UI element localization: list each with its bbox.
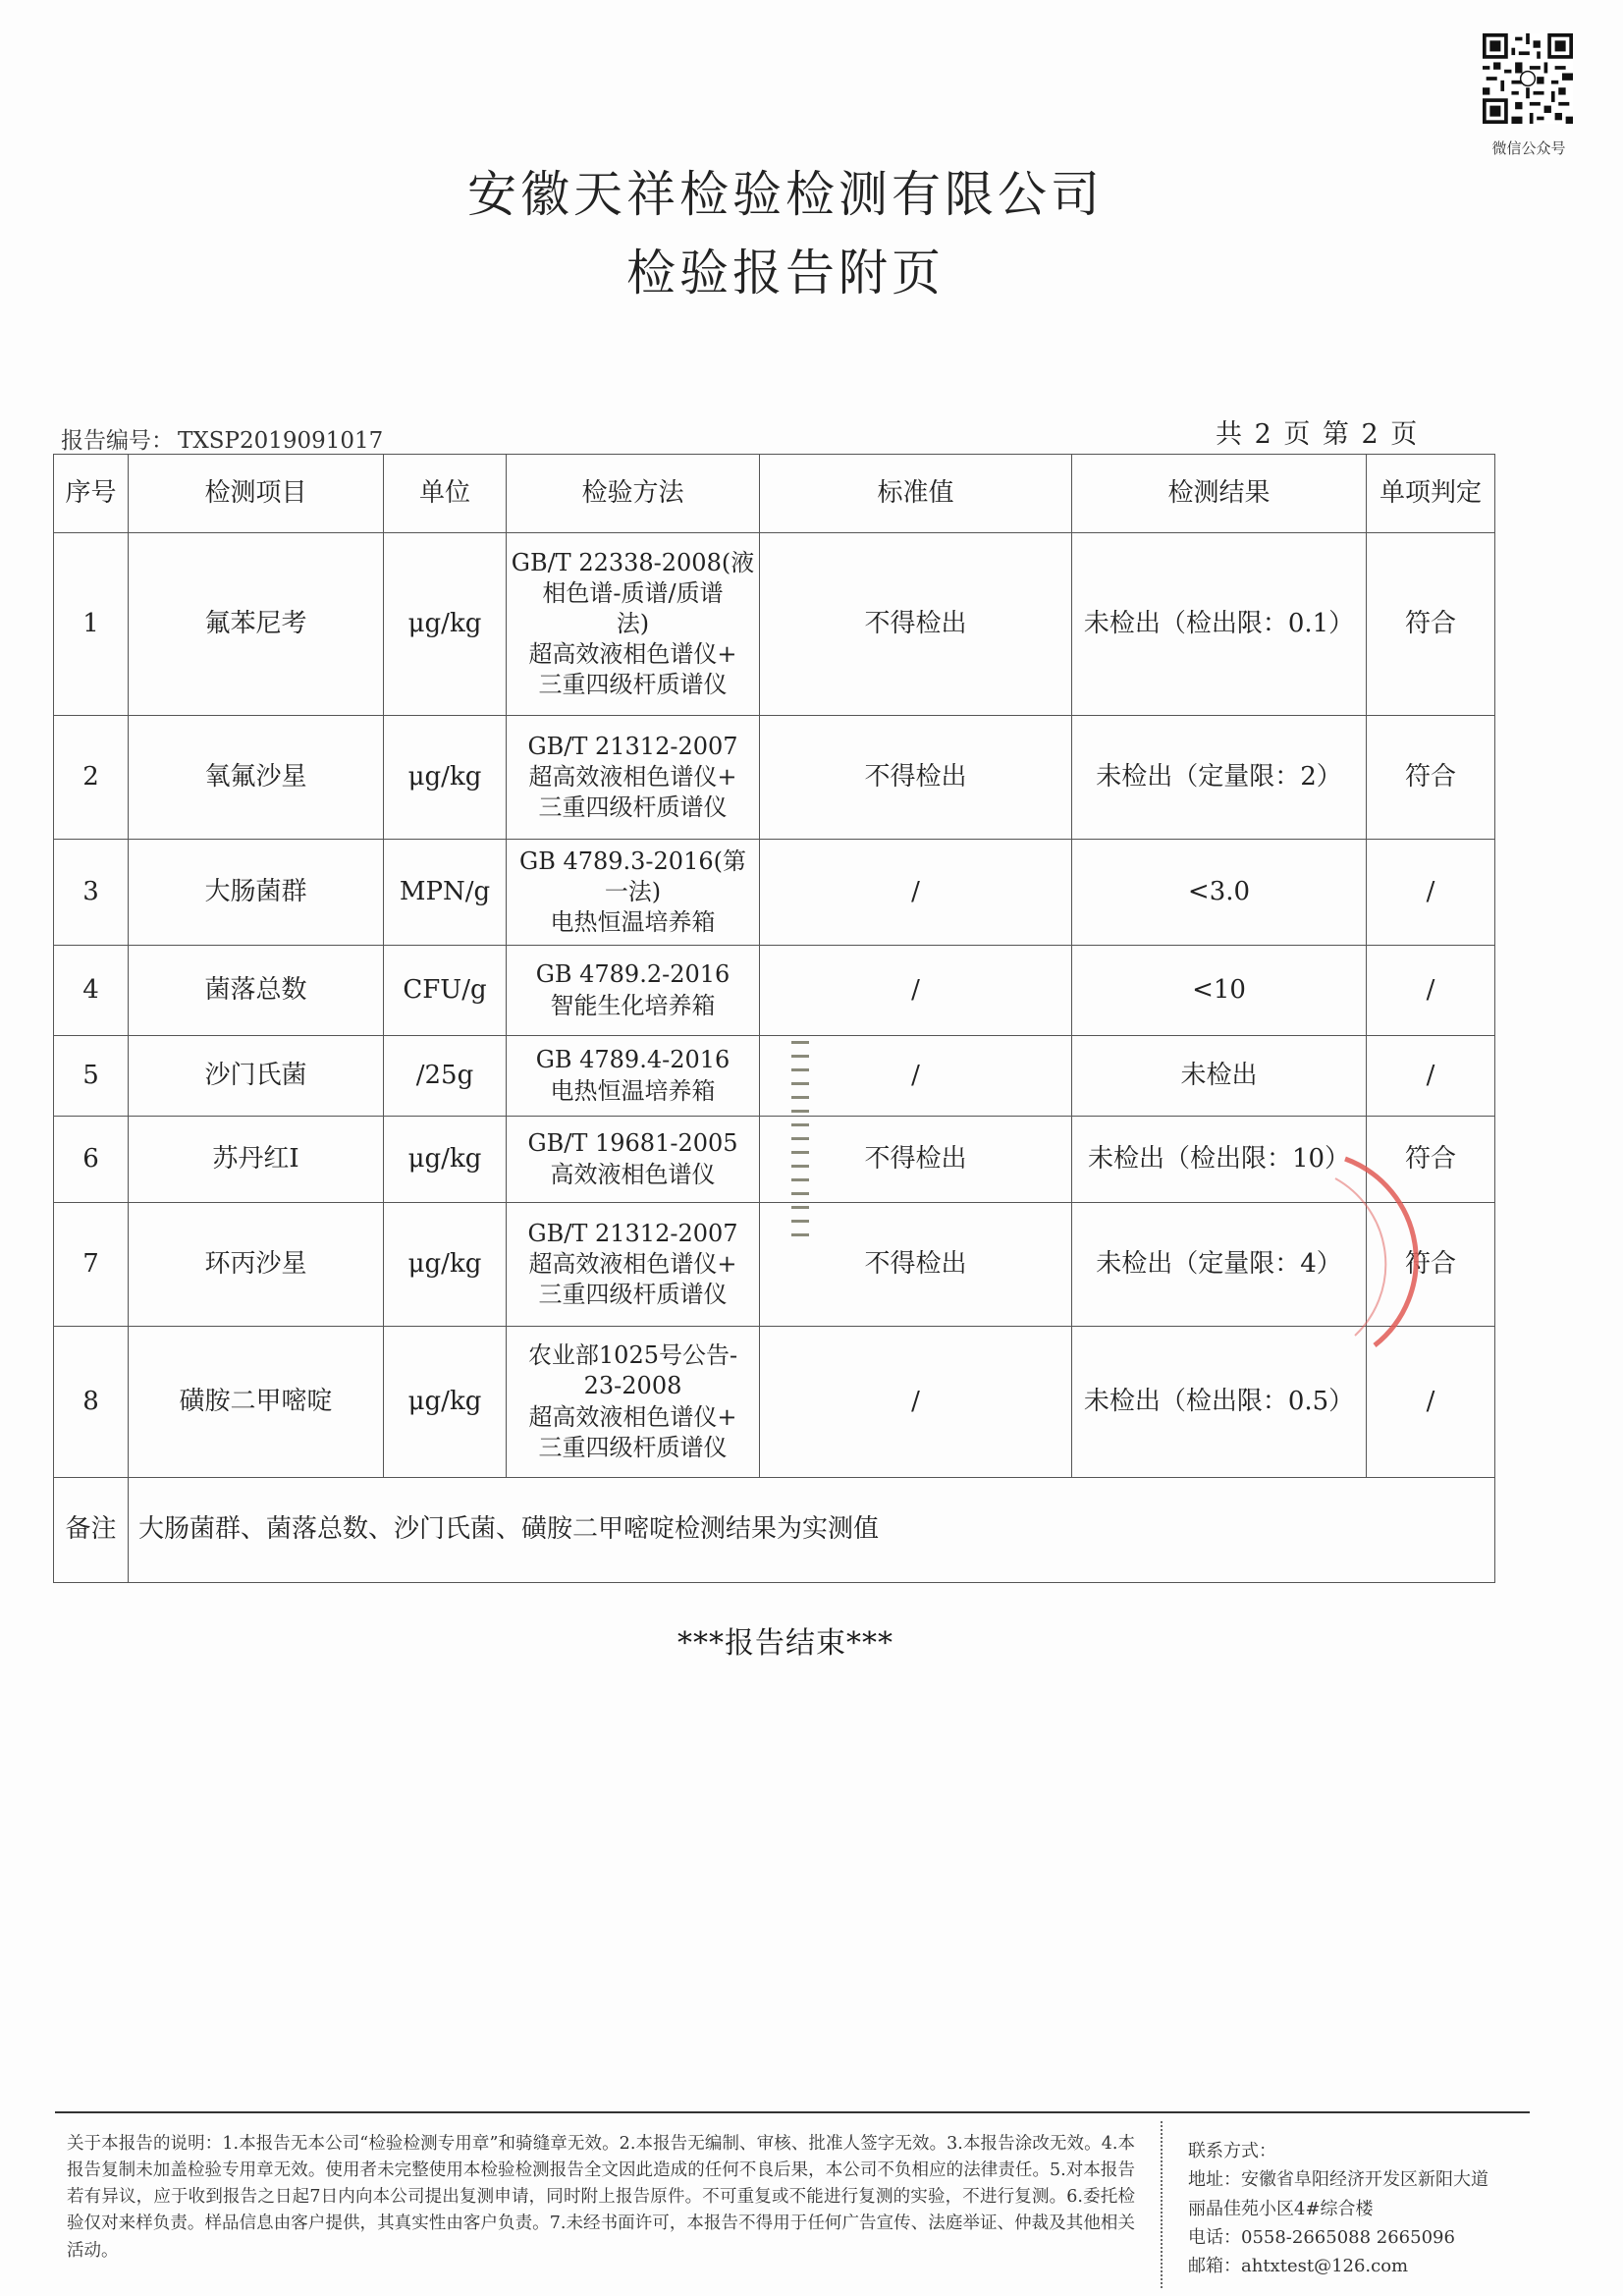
cell-no: 7 xyxy=(54,1203,129,1327)
header-judgement: 单项判定 xyxy=(1367,455,1495,533)
table-row xyxy=(54,1327,1495,1478)
method-line: GB/T 21312-2007 xyxy=(527,732,738,760)
cell-method xyxy=(507,533,760,716)
cell-item: 磺胺二甲嘧啶 xyxy=(129,1327,384,1478)
cell-judgement: 符合 xyxy=(1367,533,1495,716)
report-number-value: TXSP2019091017 xyxy=(178,428,384,454)
cell-item: 苏丹红Ⅰ xyxy=(129,1117,384,1203)
cell-no: 1 xyxy=(54,533,129,716)
cell-item: 大肠菌群 xyxy=(129,840,384,946)
cell-judgement: / xyxy=(1367,946,1495,1036)
cell-no: 6 xyxy=(54,1117,129,1203)
remark-row xyxy=(54,1478,1495,1583)
method-line: 高效液相色谱仪 xyxy=(550,1160,716,1188)
results-table xyxy=(53,454,1495,1583)
report-number xyxy=(61,422,383,455)
cell-judgement: 符合 xyxy=(1367,716,1495,840)
contact-address-line2: 丽晶佳苑小区4#综合楼 xyxy=(1188,2198,1374,2219)
cell-no: 3 xyxy=(54,840,129,946)
method-line: GB 4789.3-2016(第 xyxy=(519,847,746,875)
contact-info xyxy=(1188,2137,1488,2281)
cell-method xyxy=(507,840,760,946)
table-row xyxy=(54,533,1495,716)
cell-result: 未检出（检出限：10） xyxy=(1072,1117,1367,1203)
cell-standard: 不得检出 xyxy=(760,1203,1072,1327)
cell-item: 氧氟沙星 xyxy=(129,716,384,840)
cell-standard: 不得检出 xyxy=(760,716,1072,840)
contact-email: 邮箱：ahtxtest@126.com xyxy=(1188,2256,1409,2277)
cell-result: 未检出（检出限：0.5） xyxy=(1072,1327,1367,1478)
header-standard: 标准值 xyxy=(760,455,1072,533)
method-line: GB/T 22338-2008(液 xyxy=(511,548,755,576)
method-line: 超高效液相色谱仪+ xyxy=(528,762,737,791)
method-line: 三重四级杆质谱仪 xyxy=(538,1433,728,1461)
footer-divider xyxy=(55,2111,1530,2113)
remark-text: 大肠菌群、菌落总数、沙门氏菌、磺胺二甲嘧啶检测结果为实测值 xyxy=(129,1478,1495,1583)
cell-standard: / xyxy=(760,1036,1072,1117)
header-method: 检验方法 xyxy=(507,455,760,533)
footer-separator xyxy=(1161,2121,1163,2288)
method-line: 超高效液相色谱仪+ xyxy=(528,640,737,669)
cell-standard: / xyxy=(760,1327,1072,1478)
method-line: 相色谱-质谱/质谱 xyxy=(542,578,724,607)
page-title: 检验报告附页 xyxy=(626,245,945,301)
cell-unit: μg/kg xyxy=(384,716,507,840)
header-unit: 单位 xyxy=(384,455,507,533)
remark-label: 备注 xyxy=(54,1478,129,1583)
method-line: 三重四级杆质谱仪 xyxy=(538,1281,728,1309)
qr-code-icon xyxy=(1483,33,1573,124)
cell-unit: /25g xyxy=(384,1036,507,1117)
cell-unit: μg/kg xyxy=(384,533,507,716)
cell-judgement: / xyxy=(1367,840,1495,946)
cell-unit: MPN/g xyxy=(384,840,507,946)
cell-result: 未检出 xyxy=(1072,1036,1367,1117)
report-end-marker: ***报告结束*** xyxy=(677,1626,893,1661)
cell-item: 菌落总数 xyxy=(129,946,384,1036)
company-stamp xyxy=(1316,1139,1542,1365)
cell-result: 未检出（定量限：2） xyxy=(1072,716,1367,840)
header-item: 检测项目 xyxy=(129,455,384,533)
method-line: 一法) xyxy=(604,877,662,905)
cell-result: 未检出（定量限：4） xyxy=(1072,1203,1367,1327)
cell-judgement: 符合 xyxy=(1367,1117,1495,1203)
method-line: 电热恒温培养箱 xyxy=(550,1076,716,1105)
cell-method xyxy=(507,1117,760,1203)
cell-method xyxy=(507,716,760,840)
cell-item: 沙门氏菌 xyxy=(129,1036,384,1117)
cell-unit: μg/kg xyxy=(384,1117,507,1203)
cell-method xyxy=(507,1036,760,1117)
cell-no: 5 xyxy=(54,1036,129,1117)
cell-item: 环丙沙星 xyxy=(129,1203,384,1327)
seam-seal-mark xyxy=(789,1041,811,1277)
method-line: 23-2008 xyxy=(583,1372,682,1400)
cell-result: <10 xyxy=(1072,946,1367,1036)
table-row xyxy=(54,840,1495,946)
cell-method xyxy=(507,1203,760,1327)
page-counter: 共 2 页 第 2 页 xyxy=(1216,419,1420,450)
method-line: 智能生化培养箱 xyxy=(550,991,716,1019)
cell-method xyxy=(507,946,760,1036)
method-line: GB/T 19681-2005 xyxy=(527,1129,738,1158)
cell-judgement: / xyxy=(1367,1327,1495,1478)
contact-phone: 电话：0558-2665088 2665096 xyxy=(1188,2226,1455,2248)
cell-no: 2 xyxy=(54,716,129,840)
method-line: GB/T 21312-2007 xyxy=(527,1219,738,1247)
cell-result: <3.0 xyxy=(1072,840,1367,946)
cell-unit: CFU/g xyxy=(384,946,507,1036)
company-name: 安徽天祥检验检测有限公司 xyxy=(467,166,1104,223)
table-row xyxy=(54,716,1495,840)
contact-title: 联系方式： xyxy=(1188,2141,1276,2161)
cell-method xyxy=(507,1327,760,1478)
table-row xyxy=(54,1203,1495,1327)
cell-judgement: 符合 xyxy=(1367,1203,1495,1327)
method-line: 超高效液相色谱仪+ xyxy=(528,1402,737,1431)
cell-no: 4 xyxy=(54,946,129,1036)
method-line: 法) xyxy=(616,609,650,637)
cell-judgement: / xyxy=(1367,1036,1495,1117)
cell-standard: / xyxy=(760,946,1072,1036)
cell-unit: μg/kg xyxy=(384,1203,507,1327)
method-line: 电热恒温培养箱 xyxy=(550,908,716,937)
cell-standard: / xyxy=(760,840,1072,946)
contact-address-line1: 地址：安徽省阜阳经济开发区新阳大道 xyxy=(1188,2169,1488,2191)
method-line: 农业部1025号公告- xyxy=(527,1341,738,1370)
report-disclaimer: 关于本报告的说明：1.本报告无本公司“检验检测专用章”和骑缝章无效。2.本报告无编制、审核、批准人签字无效。3.本报告涂改无效。4.本报告复制未加盖检验专用章无效。使用者未完整使用本检验检测报告全文因此造成的任何不良后果，本公司不负相应的法律责任。5.对本报告若有异议，应于收到报告之日起7日内向本公司提出复测申请，同时附上报告原件。不可重复或不能进行复测的实验，不进行复测。6.委托检验仅对来样负责。样品信息由客户提供，其真实性由客户负责。7.未经书面许可，本报告不得用于任何广告宣传、法庭举证、仲裁及其他相关活动。 xyxy=(67,2134,1135,2261)
method-line: 三重四级杆质谱仪 xyxy=(538,793,728,822)
cell-no: 8 xyxy=(54,1327,129,1478)
cell-standard: 不得检出 xyxy=(760,533,1072,716)
method-line: GB 4789.4-2016 xyxy=(535,1046,730,1074)
table-row xyxy=(54,1117,1495,1203)
cell-item: 氟苯尼考 xyxy=(129,533,384,716)
cell-result: 未检出（检出限：0.1） xyxy=(1072,533,1367,716)
table-row xyxy=(54,1036,1495,1117)
method-line: 三重四级杆质谱仪 xyxy=(538,671,728,699)
method-line: GB 4789.2-2016 xyxy=(535,960,730,989)
qr-caption: 微信公众号 xyxy=(1491,139,1566,157)
method-line: 超高效液相色谱仪+ xyxy=(528,1249,737,1278)
header-result: 检测结果 xyxy=(1072,455,1367,533)
table-row xyxy=(54,946,1495,1036)
header-no: 序号 xyxy=(54,455,129,533)
report-number-label: 报告编号： xyxy=(61,428,174,454)
table-header-row xyxy=(54,455,1495,533)
cell-unit: μg/kg xyxy=(384,1327,507,1478)
cell-standard: 不得检出 xyxy=(760,1117,1072,1203)
